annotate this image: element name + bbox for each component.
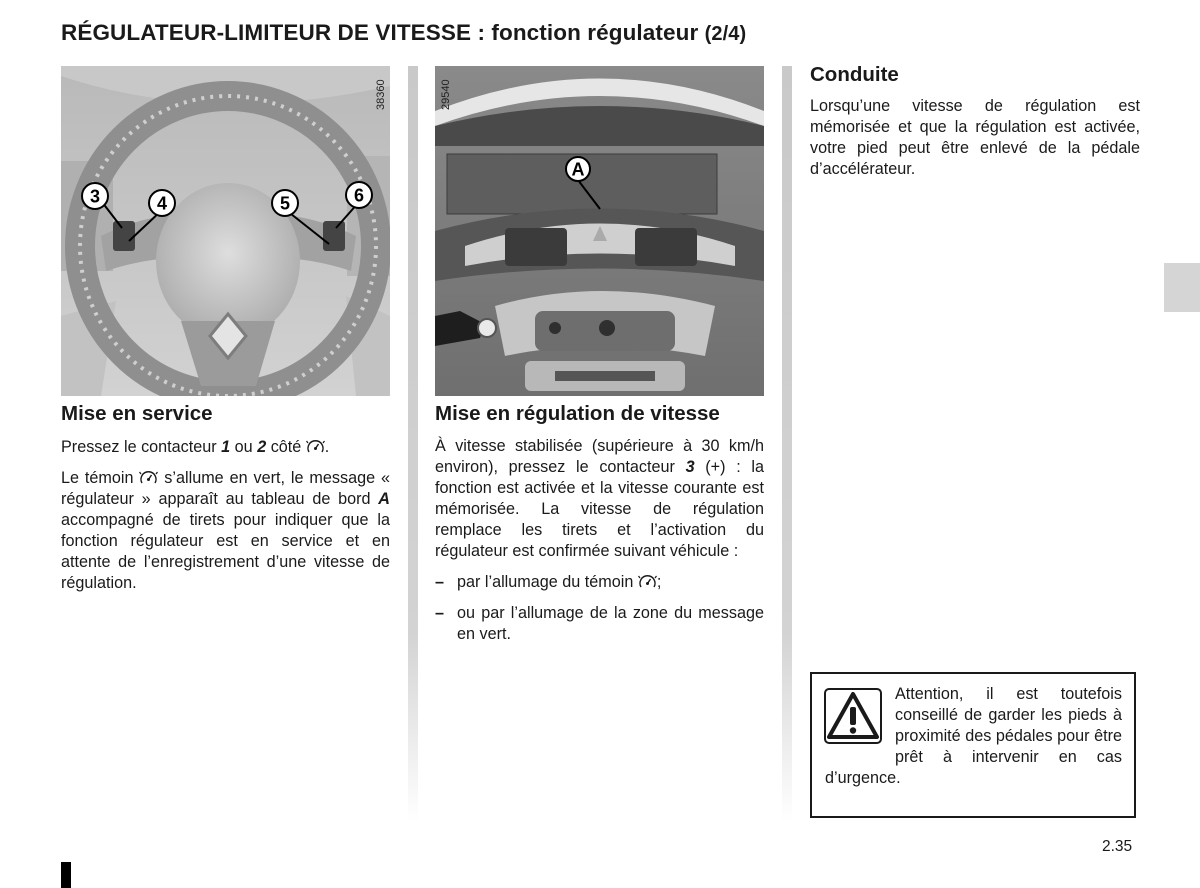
callout-A — [566, 157, 590, 181]
list-item: – ou par l’allumage de la zone du message en vert. — [435, 604, 764, 643]
mise-en-service-text — [61, 437, 390, 604]
steering-wheel-figure — [61, 66, 390, 396]
heading-mise-en-regulation: Mise en régulation de vitesse — [435, 402, 720, 425]
paragraph: Pressez le contacteur 1 ou 2 côté . — [61, 438, 330, 456]
callout-5 — [272, 190, 298, 216]
svg-text:4: 4 — [156, 193, 168, 214]
heading-conduite: Conduite — [810, 63, 899, 86]
column-separator-left — [408, 66, 418, 822]
cruise-control-icon — [638, 573, 657, 590]
cruise-control-icon — [306, 438, 325, 455]
corner-mark — [61, 862, 71, 888]
figure-number: 29540 — [440, 79, 452, 110]
svg-text:3: 3 — [89, 186, 101, 207]
list-item: – par l’allumage du témoin ; — [435, 573, 662, 591]
callout-3 — [82, 183, 108, 209]
figure-number: 38360 — [375, 79, 387, 110]
page-title — [61, 20, 746, 46]
page-number: 2.35 — [1102, 838, 1133, 855]
dashboard-figure — [435, 66, 764, 396]
cruise-control-icon — [139, 469, 158, 486]
svg-text:5: 5 — [279, 193, 291, 214]
chapter-tab — [1164, 263, 1200, 312]
callout-4 — [149, 190, 175, 216]
warning-text: Attention, il est toutefois conseillé de garder les pieds à proximité des pédales pour être prêt à intervenir en cas d’urgence. — [825, 685, 1122, 787]
warning-box — [810, 672, 1136, 818]
regulation-text — [435, 436, 764, 655]
page-title-suffix: (2/4) — [704, 23, 747, 45]
paragraph: Le témoin s’allume en vert, le message « régulateur » apparaît au tableau de bord A accompagné de tirets pour indiquer que la fonction régulateur est en service et en attente de l’enregistrement d’une vitesse de régulation. — [61, 469, 390, 592]
column-separator-right — [782, 66, 792, 822]
conduite-text: Lorsqu’une vitesse de régulation est mémorisée et que la régulation est activée, votre pied peut être enlevé de la pédale d’accélérateur. — [810, 97, 1140, 178]
svg-text:A: A — [571, 159, 585, 180]
callout-6 — [346, 182, 372, 208]
page-title-main: RÉGULATEUR-LIMITEUR DE VITESSE : fonction régulateur — [61, 20, 699, 45]
heading-mise-en-service: Mise en service — [61, 402, 213, 425]
paragraph: À vitesse stabilisée (supérieure à 30 km/h environ), pressez le contacteur 3 (+) : la fonction est activée et la vitesse courante est mémorisée. La vitesse de régulation remplace les tirets et l’activation du régulateur est confirmée suivant véhicule : — [435, 437, 764, 560]
svg-text:6: 6 — [353, 185, 365, 206]
